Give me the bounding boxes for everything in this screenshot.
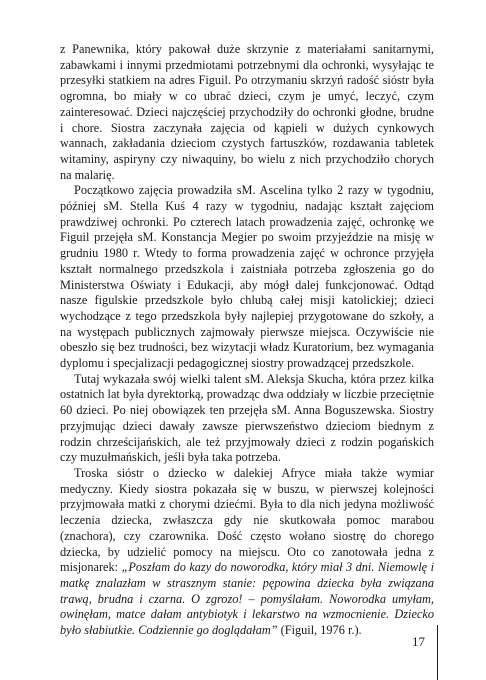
paragraph: z Panewnika, który pakował duże skrzynie z materiałami sanitarnymi, zabawkami i innymi przedmiotami potrzebnymi dla ochronki, wysyłając te przesyłki statkiem na adres Figuil. Po otrzymaniu skrzyń radość sióstr była ogromna, bo miały w co ubrać dzieci, czym je umyć, leczyć, czym zainteresować. Dzieci najczęściej przychodziły do ochronki głodne, brudne i chore. Siostra zaczynała zajęcia od kąpieli w dużych cynkowych wannach, zakładania dzieciom czystych fartuszków, rozdawania tabletek witaminy, aspiryny czy niwaquiny, bo wielu z nich przychodziło chorych na malarię. xyxy=(60,42,434,182)
paragraph xyxy=(60,466,434,639)
footer-rule xyxy=(437,625,438,680)
body-text xyxy=(60,42,434,639)
page-number: 17 xyxy=(412,634,425,649)
paragraph: Tutaj wykazała swój wielki talent sM. Aleksja Skucha, która przez kilka ostatnich lat była dyrektorką, prowadząc dwa oddziały w liczbie przeciętnie 60 dzieci. Po niej obowiązek ten przejęła sM. Anna Boguszewska. Siostry przyjmując dzieci dawały zawsze pierwszeństwo dzieciom biednym z rodzin chrześcijańskich, ale też przyjmowały dzieci z rodzin pogańskich czy muzułmańskich, jeśli była taka potrzeba. xyxy=(60,371,434,465)
paragraph: Początkowo zajęcia prowadziła sM. Ascelina tylko 2 razy w tygodniu, później sM. Stella Kuś 4 razy w tygodniu, nadając kształt zajęciom prawdziwej ochronki. Po czterech latach prowadzenia zajęć, ochronkę we Figuil przejęła sM. Konstancja Megier po swoim przyjeździe na misję w grudniu 1980 r. Wtedy to forma prowadzenia zajęć w ochronce przyjęła kształt normalnego przedszkola i zaistniała potrzeba zgłoszenia go do Ministerstwa Oświaty i Edukacji, aby mógł dalej funkcjonować. Odtąd nasze figulskie przedszkole było chlubą całej misji katolickiej; dzieci wychodzące z tego przedszkola były najlepiej przygotowane do szkoły, a na występach publicznych zajmowały pierwsze miejsca. Oczywiście nie obeszło się bez trudności, bez wizytacji władz Kuratorium, bez wymagania dyplomu i specjalizacji pedagogicznej siostry prowadzącej przedszkole. xyxy=(60,183,434,371)
citation: (Figuil, 1976 r.). xyxy=(277,623,362,638)
paragraph-text: Troska sióstr o dziecko w dalekiej Afryce miała także wymiar medyczny. Kiedy siostra pokazała się w buszu, w pierwszej kolejności przyjmowała matki z chorymi dziećmi. Była to dla nich jedyna możliwość leczenia dziecka, zwłaszcza gdy nie skutkowała pomoc marabou (znachora), czy czarownika. Dość często wołano siostrę do chorego dziecka, by udzielić pomocy na miejscu. Oto co zanotowała jedna z misjonarek: xyxy=(60,465,434,575)
quote: „Poszłam do kazy do noworodka, który miał 3 dni. Niemowlę i matkę znalazłam w strasznym stanie: pępowina dziecka była związana trawą, brudna i czarna. O zgrozo! – pomyślałam. Noworodka umyłam, owinęłam, matce dałam antybiotyk i lekarstwo na wzmocnienie. Dziecko było słabiutkie. Codziennie go doglądałam” xyxy=(60,560,434,638)
